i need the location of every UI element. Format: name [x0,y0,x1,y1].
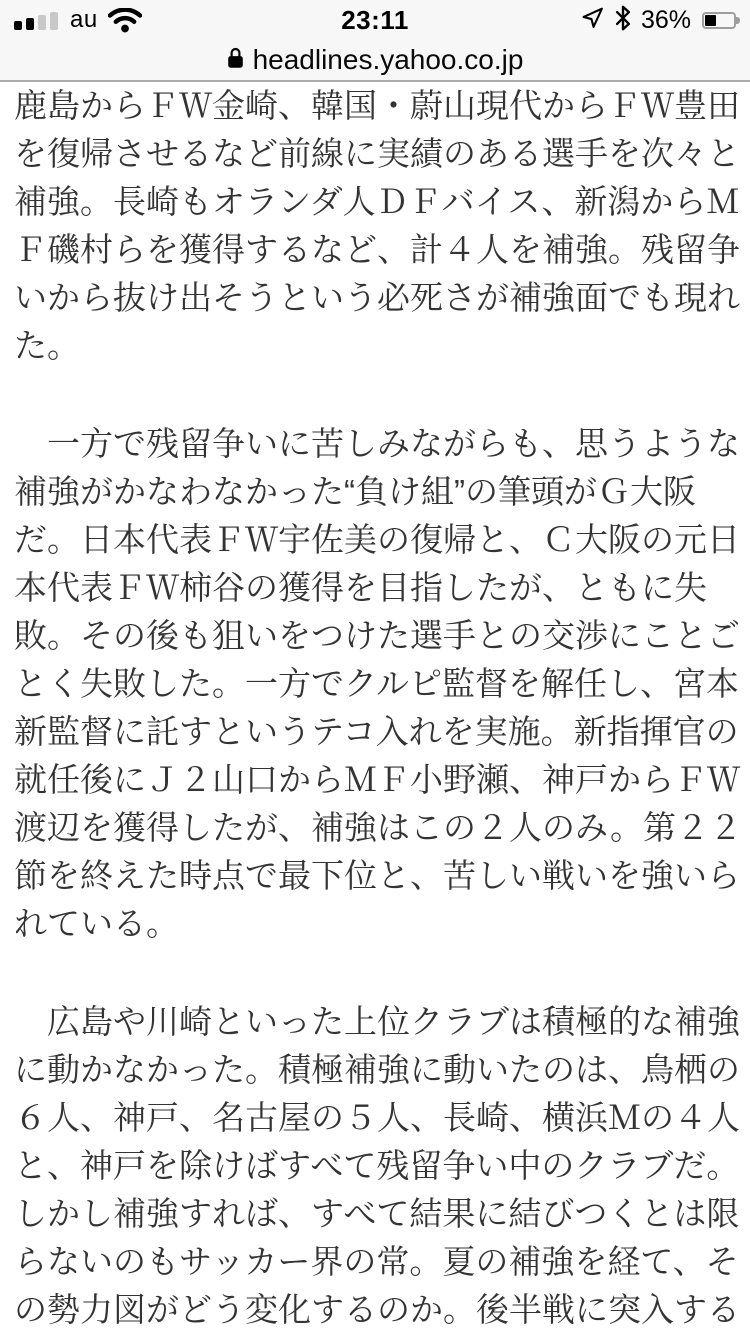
url-bar[interactable] [0,40,750,80]
article-line: らないのもサッカー界の常。夏の補強を経て、そ [14,1243,739,1280]
article-line: ６人、神戸、名古屋の５人、長崎、横浜Ｍの４人 [14,1099,740,1136]
status-right [580,5,736,36]
browser-chrome [0,0,750,82]
status-bar [0,0,750,40]
article-line: の勢力図がどう変化するのか。後半戦に突入する [14,1291,740,1328]
article-line: を復帰させるなど前線に実績のある選手を次々と [14,135,740,172]
article-line: 補強がかなわなかった“負け組”の筆頭がＧ大阪 [14,473,696,510]
article-line: しかし補強すれば、すべて結果に結びつくとは限 [14,1195,740,1232]
article-line: 補強。長崎もオランダ人ＤＦバイス、新潟からＭ [14,183,740,220]
article-paragraph [14,82,742,370]
bluetooth-icon [614,5,632,36]
article-line: 新監督に託すというテコ入れを実施。新指揮官の [14,713,739,750]
article-line: 一方で残留争いに苦しみながらも、思うような [14,425,740,462]
article-paragraph [14,998,742,1334]
article-line: 節を終えた時点で最下位と、苦しい戦いを強いら [14,857,740,894]
signal-bar [14,21,22,30]
article-line: Ｆ磯村らを獲得するなど、計４人を補強。残留争 [14,231,740,268]
battery-percent-label: 36% [640,5,691,34]
article-line: 広島や川崎といった上位クラブは積極的な補強 [14,1003,740,1040]
article-line: 就任後にＪ２山口からＭＦ小野瀬、神戸からＦＷ [14,761,740,798]
status-time: 23:11 [341,4,409,35]
article [0,82,750,1334]
battery-fill [705,15,716,26]
article-line: 鹿島からＦＷ金崎、韓国・蔚山現代からＦＷ豊田 [14,87,740,124]
status-left [14,6,142,34]
article-line: いから抜け出そうという必死さが補強面でも現れ [14,279,740,316]
url-domain-label: headlines.yahoo.co.jp [252,44,524,75]
lock-icon [227,47,244,74]
article-line: れている。 [14,905,179,942]
signal-bar [38,15,46,30]
article-line: た。 [14,327,80,364]
article-paragraph [14,420,742,948]
signal-bars-icon [14,10,58,30]
article-line: に動かなかった。積極補強に動いたのは、鳥栖の [14,1051,740,1088]
location-arrow-icon [580,5,605,35]
article-line: 本代表ＦＷ柿谷の獲得を目指したが、ともに失 [14,569,707,606]
wifi-icon [108,8,142,33]
signal-bar [26,18,34,30]
article-line: 敗。その後も狙いをつけた選手との交渉にことご [14,617,740,654]
signal-bar [50,12,58,30]
battery-nub [736,17,740,24]
article-line: だ。日本代表ＦＷ宇佐美の復帰と、Ｃ大阪の元日 [14,521,740,558]
article-line: 渡辺を獲得したが、補強はこの２人のみ。第２２ [14,809,742,846]
carrier-label: au [70,6,98,33]
article-line: と、神戸を除けばすべて残留争い中のクラブだ。 [14,1147,740,1184]
battery-icon [702,12,736,29]
article-line: とく失敗した。一方でクルピ監督を解任し、宮本 [14,665,740,702]
